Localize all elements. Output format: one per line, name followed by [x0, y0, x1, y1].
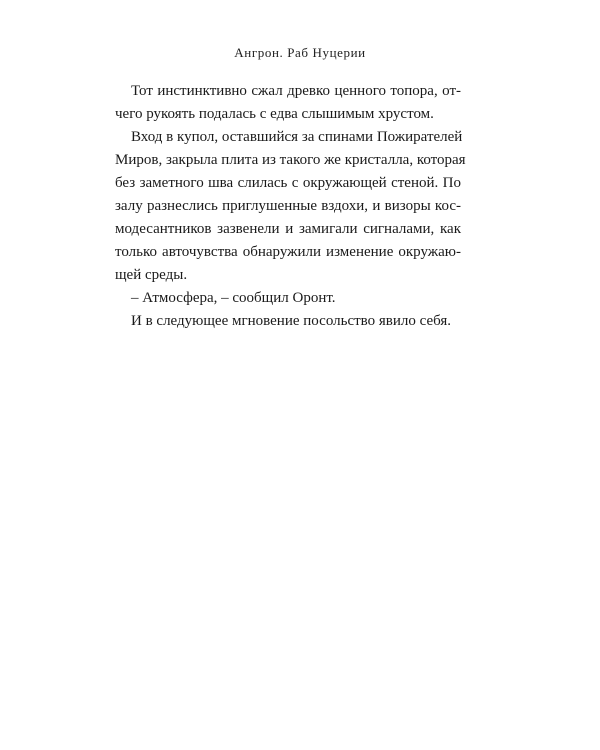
text-line: залу разнеслись приглушенные вздохи, и визоры кос- [115, 198, 461, 214]
paragraph-2 [115, 126, 466, 287]
text-line: Вход в купол, оставшийся за спинами Пожирателей [131, 129, 463, 145]
text-line: без заметного шва слилась с окружающей стеной. По [115, 175, 461, 191]
paragraph-3 [115, 287, 461, 310]
text-line: только авточувства обнаружили изменение окружаю- [115, 244, 461, 260]
text-line: Миров, закрыла плита из такого же кристалла, которая [115, 152, 466, 168]
text-line: – Атмосфера, – сообщил Оронт. [131, 290, 336, 306]
paragraph-4 [115, 310, 461, 333]
text-line: модесантников зазвенели и замигали сигналами, как [115, 221, 461, 237]
text-line: щей среды. [115, 267, 188, 283]
text-line: чего рукоять подалась с едва слышимым хрустом. [115, 106, 434, 122]
paragraph-1 [115, 80, 461, 126]
body-text [115, 80, 466, 333]
running-head: Ангрон. Раб Нуцерии [234, 45, 366, 60]
text-line: Тот инстинктивно сжал древко ценного топора, от- [131, 83, 461, 99]
text-line: И в следующее мгновение посольство явило себя. [131, 313, 452, 329]
